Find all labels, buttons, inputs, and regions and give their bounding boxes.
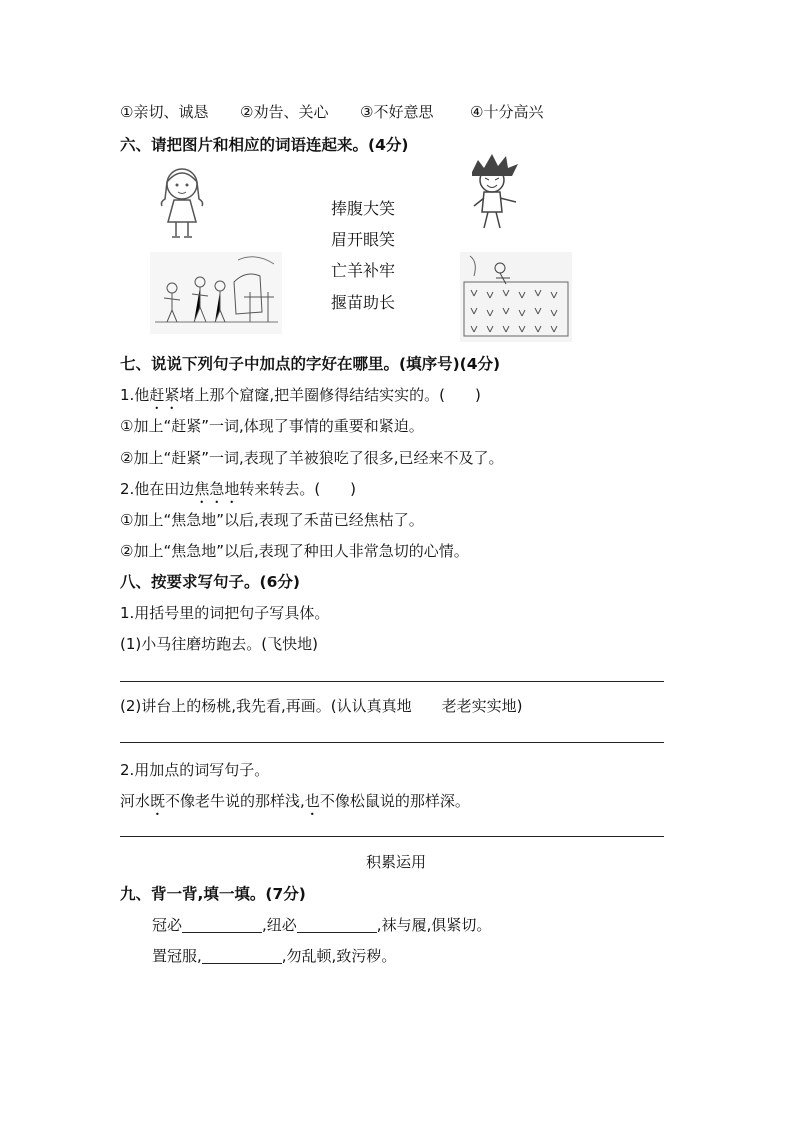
- farmer-field-picture: [460, 252, 572, 342]
- q2-pre: 2.他在田边: [120, 480, 195, 498]
- l1-a: 冠必: [152, 916, 183, 934]
- blank-1[interactable]: [182, 917, 262, 933]
- sec8-q2: 2.用加点的词写句子。: [120, 761, 270, 779]
- sec7-q1-option-b: ②加上“赶紧”一词,表现了羊被狼吃了很多,已经来不及了。: [120, 449, 504, 467]
- sec7-q2-option-b: ②加上“焦急地”以后,表现了种田人非常急切的心情。: [120, 542, 469, 560]
- answer-line-2[interactable]: [120, 742, 664, 743]
- answer-line-1[interactable]: [120, 681, 664, 682]
- q1-dotted-word: 赶紧: [149, 386, 180, 404]
- l1-b: ,纽必: [262, 916, 297, 934]
- villagers-picture: [150, 252, 282, 334]
- l2-b: ,勿乱顿,致污秽。: [281, 947, 397, 965]
- sec9-line2: [152, 945, 396, 966]
- option-4: ④十分高兴: [470, 103, 544, 121]
- sec8-q1: 1.用括号里的词把句子写具体。: [120, 604, 330, 622]
- word-2[interactable]: 眉开眼笑: [331, 230, 396, 249]
- q2-s2: 不像老牛说的那样浅,: [165, 792, 305, 810]
- sec9-heading: 九、背一背,填一填。(7分): [120, 885, 306, 903]
- l2-a: 置冠服,: [152, 947, 202, 965]
- q2-s3: 不像松鼠说的那样深。: [319, 792, 470, 810]
- q2-dot-ji: 既: [150, 792, 166, 810]
- blank-3[interactable]: [202, 948, 282, 964]
- q2-s1: 河水: [120, 792, 151, 810]
- section-title: 积累运用: [366, 853, 427, 871]
- word-4[interactable]: 揠苗助长: [331, 293, 396, 312]
- q2-dotted-word: 焦急地: [194, 480, 240, 498]
- sec7-q2-option-a: ①加上“焦急地”以后,表现了禾苗已经焦枯了。: [120, 511, 424, 529]
- sec7-q1: [120, 384, 481, 413]
- option-2: ②劝告、关心: [240, 103, 329, 121]
- word-3[interactable]: 亡羊补牢: [331, 261, 396, 280]
- sec6-heading: 六、请把图片和相应的词语连起来。(4分): [120, 136, 409, 154]
- girl-picture: [152, 164, 214, 242]
- l1-c: ,袜与履,俱紧切。: [376, 916, 492, 934]
- sec7-q1-option-a: ①加上“赶紧”一词,体现了事情的重要和紧迫。: [120, 417, 424, 435]
- q2-dot-ye: 也: [304, 792, 320, 810]
- answer-line-3[interactable]: [120, 836, 664, 837]
- sec8-q2-sentence: [120, 790, 470, 819]
- sec9-line1: [152, 914, 491, 935]
- option-3: ③不好意思: [360, 103, 434, 121]
- q1-post: 堵上那个窟窿,把羊圈修得结结实实的。( ): [179, 386, 481, 404]
- q1-pre: 1.他: [120, 386, 150, 404]
- sec7-heading: 七、说说下列句子中加点的字好在哪里。(填序号)(4分): [120, 355, 501, 373]
- sec8-q1-1: (1)小马往磨坊跑去。(飞快地): [120, 635, 318, 653]
- q2-post: 转来转去。( ): [239, 480, 357, 498]
- blank-2[interactable]: [297, 917, 377, 933]
- word-1[interactable]: 捧腹大笑: [331, 199, 396, 218]
- sec8-q1-2: (2)讲台上的杨桃,我先看,再画。(认认真真地 老老实实地): [120, 697, 523, 715]
- sec8-heading: 八、按要求写句子。(6分): [120, 573, 300, 591]
- option-1: ①亲切、诚恳: [120, 103, 209, 121]
- sec7-q2: [120, 478, 356, 507]
- laughing-boy-picture: [462, 152, 524, 234]
